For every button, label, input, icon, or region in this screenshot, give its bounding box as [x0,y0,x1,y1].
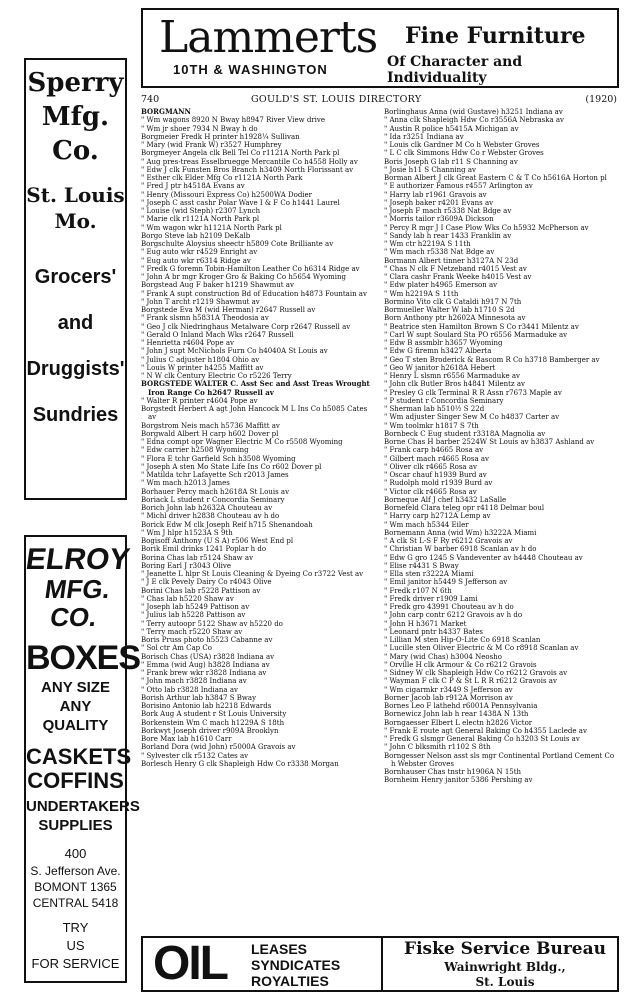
directory-entry: " N W clk Century Electric Co r5226 Terry [141,372,292,380]
directory-entry: Boris Joseph G lab r11 S Channing av [384,157,518,166]
directory-entry: " Marie clk r1121A North Park pl [141,215,260,224]
directory-column-left [141,108,377,933]
directory-entry: " Fredk r107 N 6th [384,586,452,595]
directory-entry: " John J supt McNichols Furn Co h4040A St Louis av [141,347,328,356]
directory-entry: " Otto lab r3828 Indiana av [141,685,238,694]
directory-entry: Borini Chas lab r5228 Pattison av [141,586,261,595]
directory-entry: " Mary (wid Frank W) r3527 Humphrey [141,141,282,149]
directory-entry: " Edw plater h4965 Emerson av [384,281,498,290]
elroy-for-service: FOR SERVICE [31,956,120,971]
directory-entry: Born Anthony ptr h2602A Minnesota av [384,314,526,323]
elroy-phone-1: BOMONT 1365 [34,880,117,894]
directory-entry: " John A br mgr Kroger Gro & Baking Co h5654 Wyoming [141,273,346,281]
directory-entry: Bornes Leo F lathehd r6001A Pennsylvania [384,702,538,710]
directory-entry: " Edw carrier h2508 Wyoming [141,446,249,455]
elroy-coffins: COFFINS [27,768,124,793]
directory-entry: Borne Chas H barber 2524W St Louis av h3837 Ashland av [384,438,595,446]
directory-entry: " John H h3671 Market [384,619,467,628]
directory-entry: Borgwald Albert H carp h602 Dover pl [141,429,279,438]
directory-entry: " Geo T sten Broderick & Bascom R Co h3718 Bamberger av [384,355,600,364]
directory-entry: Borneque Alf J chef h3432 LaSalle [384,495,507,504]
lammerts-ad-banner [141,8,619,88]
directory-entry: " Frank E route agt General Baking Co h4355 Laclede av [384,726,587,735]
sperry-name [26,66,125,168]
directory-entry: Borgmeyer Angela clk Bell Tel Co r1121A North Park pl [141,149,340,158]
directory-entry: " Josie h11 S Channing av [384,165,476,174]
lammerts-brand: Lammerts [159,12,378,63]
directory-entry: Bornhauser Chas tnstr h1906A N 15th [384,768,522,776]
directory-entry: " Rudolph mold r1939 Burd av [384,479,493,488]
directory-entry: " J E clk Pevely Dairy Co r4043 Olive [141,578,272,587]
oil-service-line: LEASES [251,941,308,957]
directory-entry: Bormann Albert tinner h3127A N 23d [384,256,519,265]
directory-entry: " Louise (wid Steph) r2307 Lynch [141,207,261,215]
directory-entry: Bornefeld Clara teleg opr r4118 Delmar boul [384,504,545,512]
directory-entry: Bornemann Anna (wid Wm) h3222A Miami [384,528,537,537]
directory-entry: Bornheim Henry janitor 5386 Pershing av [384,776,533,785]
directory-entry: " Gerald O Inland Mach Wks r2647 Russell [141,330,294,339]
sperry-name-line: Mfg. [41,102,110,132]
directory-entry: " Walter R printer r4604 Pope av [141,396,258,405]
directory-entry: " Eug auto wkr r4529 Enright av [141,248,258,257]
directory-entry: Borhauer Percy mach h2618A St Louis av [141,487,290,496]
directory-entry: Bornewicz John lab h rear 1438A N 13th [384,710,529,719]
directory-entry: " Ella sten r3222A Miami [384,570,474,578]
directory-entry: " Terry mach r5220 Shaw av [141,627,243,636]
directory-entry: " Terry autoopr 5122 Shaw av h5220 do [141,619,283,628]
banner-divider [381,938,383,990]
directory-entry: " Sherman lab h510½ S 22d [384,405,485,413]
elroy-ad [23,535,141,983]
directory-entry: " Esther clk Elder Mfg Co r1121A North Park [141,174,303,182]
elroy-us: US [66,938,85,953]
directory-entry: " Edw G firemn h3427 Alberta [384,347,492,356]
directory-entry: " Henry L slsmn r6556 Marmaduke av [384,372,521,380]
lammerts-headline: Fine Furniture [405,23,586,49]
oil-ad-banner [141,936,619,992]
directory-entry: " Wm mach h2013 James [141,479,230,488]
directory-entry: " Anna clk Shapleigh Hdw Co r3556A Nebraska av [384,116,565,125]
directory-entry: " Mary (wid Chas) h3004 Neosho [384,652,502,661]
directory-entry: " Flora E tchr Garfield Sch h3508 Wyoming [141,454,296,463]
directory-entry: " Geo W janitor h2618A Hebert [384,363,496,372]
directory-entry: " L C clk Simmons Hdw Co r Webster Groves [384,149,544,158]
directory-entry: " Wm toolmkr h1817 S 7th [384,421,479,430]
directory-entry: " John T archt r1219 Shawmut av [141,297,260,306]
directory-entry: " John carp contr 6212 Gravois av h do [384,611,523,620]
directory-entry: " Orville H clk Armour & Co r6212 Gravois [384,660,537,669]
directory-entry: " Fredk gro 43991 Chouteau av h do [384,603,514,611]
directory-entry: Borkenstein Wm C mach h1229A S 18th [141,718,285,727]
directory-entry: " Joseph F mach r5338 Nat Bdge av [384,207,512,215]
directory-entry: " Eug auto wkr r6314 Ridge av [141,256,251,265]
directory-entry: Borlesch Henry G clk Shapleigh Hdw Co r3338 Morgan [141,759,339,768]
oil-service-line: ROYALTIES [251,973,329,989]
directory-entry: " Fred J ptr h4518A Evans av [141,182,245,191]
directory-entry: " Edna compt opr Wagner Electric M Co r5508 Wyoming [141,438,343,446]
directory-entry: Borland Dora (wid John) r5000A Gravois av [141,743,296,752]
directory-entry: " Wm ctr h2219A S 11th [384,240,471,248]
directory-entry: " P student r Concordia Seminary [384,396,504,405]
sperry-city-line: St. Louis [26,183,125,207]
directory-entry: " Joseph A sten Mo State Life Ins Co r602 Dover pl [141,462,322,471]
directory-entry: Borlinghaus Anna (wid Gustave) h3251 Indiana av [384,108,563,116]
directory-entry: " Louis W printer h4255 Maffitt av [141,363,264,372]
directory-entry: Borina Chas lab r5124 Shaw av [141,553,254,562]
directory-entry: " Michl driver h2838 Chouteau av h do [141,512,280,521]
directory-entry: " Percy R mgr J I Case Plow Wks Co h5932 McPherson av [384,223,589,232]
directory-entry: Borgstead Aug F baker h1219 Shawmut av [141,281,294,290]
elroy-undertakers: UNDERTAKERS [26,798,140,815]
directory-entry: Borisino Antonio lab h2218 Edwards [141,702,272,710]
elroy-street: S. Jefferson Ave. [30,864,121,878]
directory-entry: Borich John lab h2632A Chouteau av [141,504,273,512]
lammerts-address: 10TH & WASHINGTON [173,62,328,77]
directory-entry: " Edw G gro 1245 S Vandeventer av h4448 Chouteau av [384,553,583,562]
fiske-city: St. Louis [475,975,535,989]
directory-entry: " Joseph baker r4201 Evans av [384,198,494,207]
sperry-name-line: Sperry [27,68,124,98]
directory-entry: " Leonard pntr h4337 Bates [384,627,483,636]
oil-headline: OIL [153,937,227,990]
directory-entry: " John C blksmith r1102 S 8th [384,743,491,752]
directory-entry: " Henry (Missouri Express Co) h2500WA Dodier [141,190,313,199]
directory-entry: " E authorizer Famous r4557 Arlington av [384,182,533,191]
directory-entry: " Aug pres-treas Esselbruegge Mercantile Co h4558 Holly av [141,157,358,166]
directory-entry: Borngesser Nelson asst sls mgr Continental Portland Cement Co h Webster Groves [384,751,615,768]
directory-entry: Borick Edw M clk Joseph Reif h715 Shenandoah [141,520,313,529]
directory-entry: " Clara cashr Frank Weeke h4015 Vest av [384,273,532,281]
directory-entry: " Frank carp h4665 Rosa av [384,446,484,455]
directory-year: (1920) [585,94,617,105]
directory-entry: " Fredk G slsmgr General Baking Co h3203 St Louis av [384,735,580,743]
directory-entry: " Sidney W clk Shapleigh Hdw Co r6212 Gravois av [384,669,568,677]
directory-entry: " Wm mach r5338 Nat Bdge av [384,248,495,257]
directory-entry: " A clk St L-S F Ry r6212 Gravois av [384,537,513,545]
directory-entry: " Beatrice sten Hamilton Brown S Co r3441 Milentz av [384,322,579,331]
directory-entry: " Frank brew wkr r3828 Indiana av [141,669,267,677]
directory-entry: Borish Arthur lab h3847 S Bway [141,693,257,702]
sperry-trade-line: Sundries [32,404,119,426]
directory-entry: Boris Pruss photo h5523 Cabanne av [141,636,273,644]
directory-entry: " Chas lab h5220 Shaw av [141,594,234,603]
page-header [141,93,619,107]
directory-entry: Bormueller Walter W lab h1710 S 2d [384,306,515,314]
directory-entry: Borisch Chas (USA) r3828 Indiana av [141,652,275,661]
directory-entry: Boriack L student r Concordia Seminary [141,495,285,504]
elroy-sub: MFG. CO. [42,574,113,632]
directory-entry: " Wm jr shoer 7934 N Bway h do [141,124,258,133]
directory-entry: Bormino Vito clk G Cataldi h917 N 7th [384,297,522,306]
directory-entry: Bornbeck C Eug student r3318A Magnolia av [384,429,546,438]
directory-entry: " Victor clk r4665 Rosa av [384,487,477,496]
directory-entry: " Harry carp h2712A Lemp av [384,512,491,521]
sperry-city [26,182,125,234]
directory-entry: " Christian W barber 6918 Scanlan av h do [384,545,537,554]
directory-entry: " Louis clk Gardner M Co h Webster Groves [384,141,540,149]
directory-entry: " Emma (wid Aug) h3828 Indiana av [141,660,270,669]
directory-entry: " Harry lab r1961 Gravois av [384,190,487,199]
directory-entry: " Edw J clk Funsten Bros Branch h3409 North Florissant av [141,165,354,174]
elroy-caskets: CASKETS [26,744,132,769]
directory-entry: " Austin R police h5415A Michigan av [384,124,519,133]
directory-entry: Borgstede Eva M (wid Herman) r2647 Russell av [141,306,316,314]
directory-entry: Bork Aug A student r St Louis University [141,710,287,719]
directory-entry: " Sandy lab h rear 1433 Franklin av [384,231,512,240]
elroy-boxes: BOXES [26,639,141,677]
directory-entry: " Julius lab h5228 Pattison av [141,611,246,620]
elroy-any-quality: ANY QUALITY [42,698,109,734]
directory-entry: Borngaesser Elbert L electn h2826 Victor [384,718,533,727]
elroy-try: TRY [62,920,89,935]
directory-entry: " Wm wagon wkr h1121A North Park pl [141,223,282,232]
directory-entry: Boring Earl J r3043 Olive [141,561,231,570]
directory-entry: " John mach r3828 Indiana av [141,677,247,686]
directory-entry: " Emil janitor h5449 S Jefferson av [384,578,508,587]
directory-entry: " Sylvester clk r5132 Cates av [141,751,249,760]
oil-service-line: SYNDICATES [251,957,341,973]
oil-services [251,941,340,989]
directory-entry: " Wm cigarmkr r3449 S Jefferson av [384,685,513,694]
directory-entry: Borman Albert J clk Great Eastern C & T Co h5616A Horton pl [384,174,607,182]
lammerts-tagline: Of Character and Individuality [387,54,523,86]
directory-entry: Borkwyt Joseph driver r909A Brooklyn [141,726,279,735]
sperry-ad [24,58,127,500]
elroy-number: 400 [64,846,87,861]
sperry-trade [26,254,125,438]
directory-title: GOULD'S ST. LOUIS DIRECTORY [251,94,422,105]
directory-entry: " Matilda tchr Lafayette Sch r2013 James [141,471,289,479]
directory-entry: Borgmeier Fredk H printer h1928¼ Sullivan [141,132,300,141]
sperry-trade-line: Grocers' [34,266,117,288]
directory-entry: Borgstedt Herbert A agt John Hancock M L Ins Co h5085 Cates av [141,405,368,422]
directory-entry: " Carl W supt Soulard Sta PO r6556 Marmaduke av [384,330,568,339]
directory-entry: " Wm J hlpr h1523A S 9th [141,528,233,537]
page-number: 740 [141,94,160,105]
fiske-address [395,960,615,990]
directory-entry: " John clk Butler Bros h4841 Milentz av [384,380,525,389]
fiske-building: Wainwright Bldg., [444,960,566,974]
directory-entry: " Elise r4431 S Bway [384,561,459,570]
directory-entry: Borner Jacob lab r912A Morrison av [384,693,513,702]
directory-entry: " Presley G clk Terminal R R Assn r7673 Maple av [384,388,562,397]
sperry-trade-line: and [57,312,94,334]
directory-entry: " Morris tailor r3609A Dickson [384,215,494,224]
directory-entry: Borgschulte Aloysius sheectr h5809 Cote Brilliante av [141,240,334,248]
directory-entry: " Oscar chauf h1939 Burd av [384,471,487,479]
directory-entry: " Frank A supt construction Bd of Education h4873 Fountain av [141,289,367,298]
directory-column-right [384,108,620,933]
directory-entry: " Gilbert mach r4665 Rosa av [384,454,489,463]
directory-entry: Bore Max lab h1610 Carr [141,735,232,743]
directory-entry: " Ida r3251 Indiana av [384,132,464,141]
sperry-trade-line: Druggists' [26,358,125,380]
directory-entry: Borgstrom Neis mach h5736 Maffitt av [141,421,280,430]
directory-entry: Borgo Steve lab h2109 DeKalb [141,231,251,240]
sperry-name-line: Co. [52,136,99,166]
sperry-city-line: Mo. [54,209,97,233]
directory-entry: " Fredk driver r1909 Lami [384,594,478,603]
directory-entry: " Wm mach h5344 Eiler [384,520,469,529]
directory-entry: " Geo J clk Niedringhaus Metalware Corp r2647 Russell av [141,322,351,331]
directory-entry: " Sol ctr Am Cap Co [141,644,212,653]
directory-entry: " Lillian M sten Hip-O-Lite Co 6918 Scanlan [384,636,541,644]
directory-entry: " Oliver clk r4665 Rosa av [384,462,477,471]
directory-entry: " Frank slsmn h5831A Theodosia av [141,314,269,323]
directory-entry: " Joseph lab h5249 Pattison av [141,603,250,611]
directory-entry: " Chas N clk F Netzeband r4015 Vest av [384,264,527,273]
directory-entry: " Wayman F clk C P & St L R R r6212 Gravois av [384,677,557,686]
directory-entry: " Wm h2219A S 11th [384,289,459,298]
directory-entry: BORGMANN [141,108,191,116]
directory-entry: " Wm wagons 8920 N Bway h8947 River View drive [141,116,325,125]
directory-entry: " Joseph C asst cashr Polar Wave I & F Co h1441 Laurel [141,198,340,207]
directory-entry: " Wm adjuster Singer Sew M Co h4837 Carter av [384,413,560,422]
directory-entry: Borik Emil drinks 1241 Poplar h do [141,545,267,554]
directory-entry: " Lucille sten Oliver Electric & M Co r8918 Scanlan av [384,644,579,653]
directory-entry: BORGSTEDE WALTER C. Asst Sec and Asst Treas Wrought Iron Range Co h2647 Russell av [141,379,370,397]
elroy-supplies: SUPPLIES [38,817,113,834]
directory-entry: " Henrietta r4604 Pope av [141,339,234,347]
elroy-name: ELROY [23,543,132,576]
directory-entry: " Fredk G foremn Tobin-Hamilton Leather Co h6314 Ridge av [141,264,360,273]
directory-entry: " Edw B assmblr h3657 Wyoming [384,339,503,347]
directory-entry: " Julius C adjuster h1804 Ohio av [141,355,260,364]
directory-entry: Bogisoff Anthony (U S A) r506 West End pl [141,537,294,545]
elroy-any-size: ANY SIZE [41,679,110,696]
directory-entry: " Jeanette L hlpr St Louis Cleaning & Dyeing Co r3722 Vest av [141,570,364,578]
fiske-bureau: Fiske Service Bureau [404,939,606,959]
elroy-phone-2: CENTRAL 5418 [32,896,119,910]
